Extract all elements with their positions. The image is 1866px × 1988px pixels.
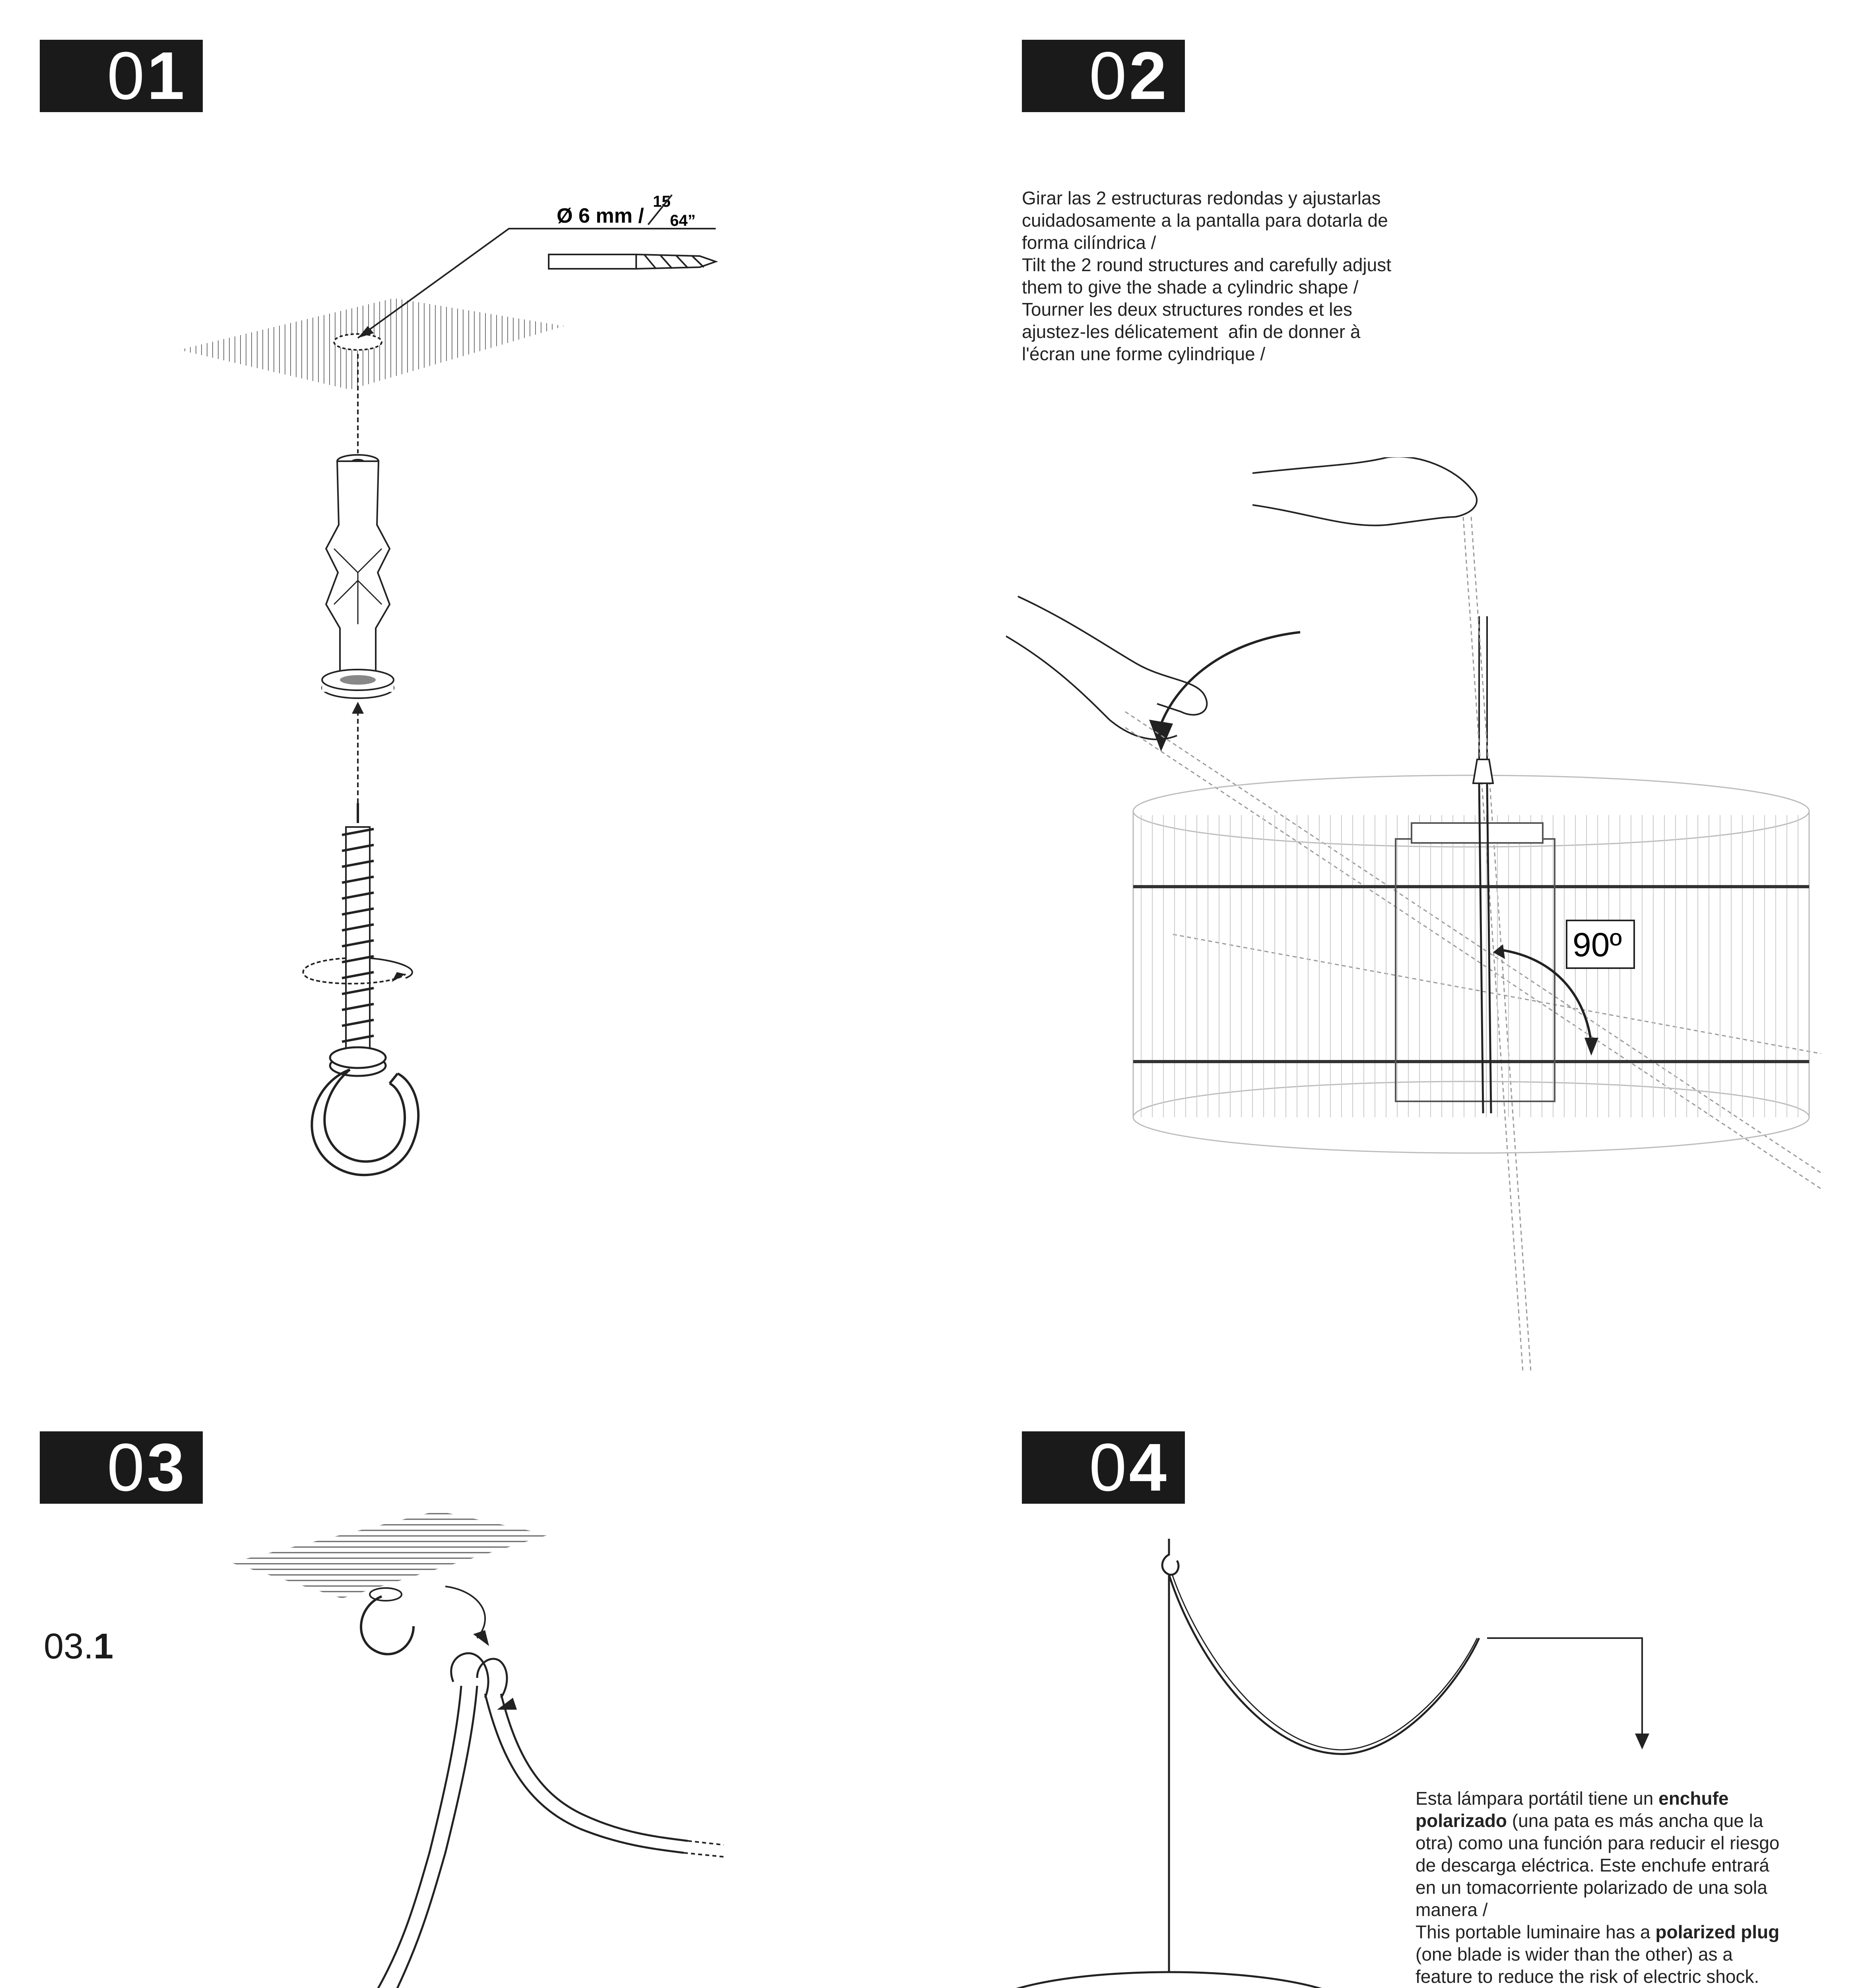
step-04-en-post: (one blade is wider than the other) as a feature to reduce the risk of electric shock. <box>1416 1944 1759 1987</box>
ceiling-plate <box>179 298 565 390</box>
hand-left-icon <box>1006 596 1207 740</box>
step-03-badge <box>40 1431 203 1504</box>
angle-label: 90º <box>1573 926 1622 963</box>
step-04-es-post: (una pata es más ancha que la otra) como una función para reducir el riesgo de descarga eléctrica. Este enchufe entrará en un tomacorriente polarizado de una sola manera / <box>1416 1810 1780 1920</box>
step-02-thin: 0 <box>1089 38 1129 114</box>
step-01-thin: 0 <box>107 38 147 114</box>
step-04-es-pre: Esta lámpara portátil tiene un <box>1416 1788 1659 1809</box>
step-04-polarized-plug-text <box>1416 1787 1813 1988</box>
hand-right-icon <box>1252 457 1477 526</box>
screw-hook-icon <box>312 803 418 1175</box>
step-04-en-pre: This portable luminaire has a <box>1416 1922 1650 1942</box>
drill-fraction-num: 15 <box>653 193 671 210</box>
lamp-shade <box>1133 759 1809 1153</box>
step-03-thin: 0 <box>107 1430 147 1505</box>
substep-03-1-label <box>44 1626 113 1667</box>
step-02-instructions: Girar las 2 estructuras redondas y ajustarlas cuidadosamente a la pantalla para dotarla de forma cilíndrica / Tilt the 2 round structures and carefully adjust them to give the shade a cylindric shape / Tourner les deux structures rondes et les ajustez-les délicatement afin de donner à l'écran une forme cylindrique / <box>1022 188 1391 364</box>
substep-03-1-bold: 1 <box>93 1627 114 1666</box>
step-04-en-bold: polarized plug <box>1655 1922 1780 1942</box>
step-04-bold: 4 <box>1129 1430 1169 1505</box>
step-01-badge <box>40 40 203 112</box>
drill-bit-icon <box>549 254 716 269</box>
step-02-badge <box>1022 40 1185 112</box>
drill-fraction-den: 64” <box>670 212 696 229</box>
step-03-1-illustration <box>223 1511 740 1988</box>
step-03-bold: 3 <box>147 1430 187 1505</box>
substep-03-1-thin: 03. <box>44 1627 94 1666</box>
ceiling-hook-icon <box>1162 1539 1179 1575</box>
step-04-thin: 0 <box>1089 1430 1129 1505</box>
step-02-illustration <box>1006 457 1841 1411</box>
step-01-illustration <box>151 167 748 1241</box>
step-04-badge <box>1022 1431 1185 1504</box>
step-02-bold: 2 <box>1129 38 1169 114</box>
lamp-shade-assembled <box>982 1972 1356 1988</box>
drill-diameter-label: Ø 6 mm / <box>557 204 644 227</box>
step-01-bold: 1 <box>147 38 187 114</box>
wall-anchor-icon <box>322 455 394 698</box>
step-04-es-bold: enchufe polarizado <box>1416 1788 1729 1831</box>
